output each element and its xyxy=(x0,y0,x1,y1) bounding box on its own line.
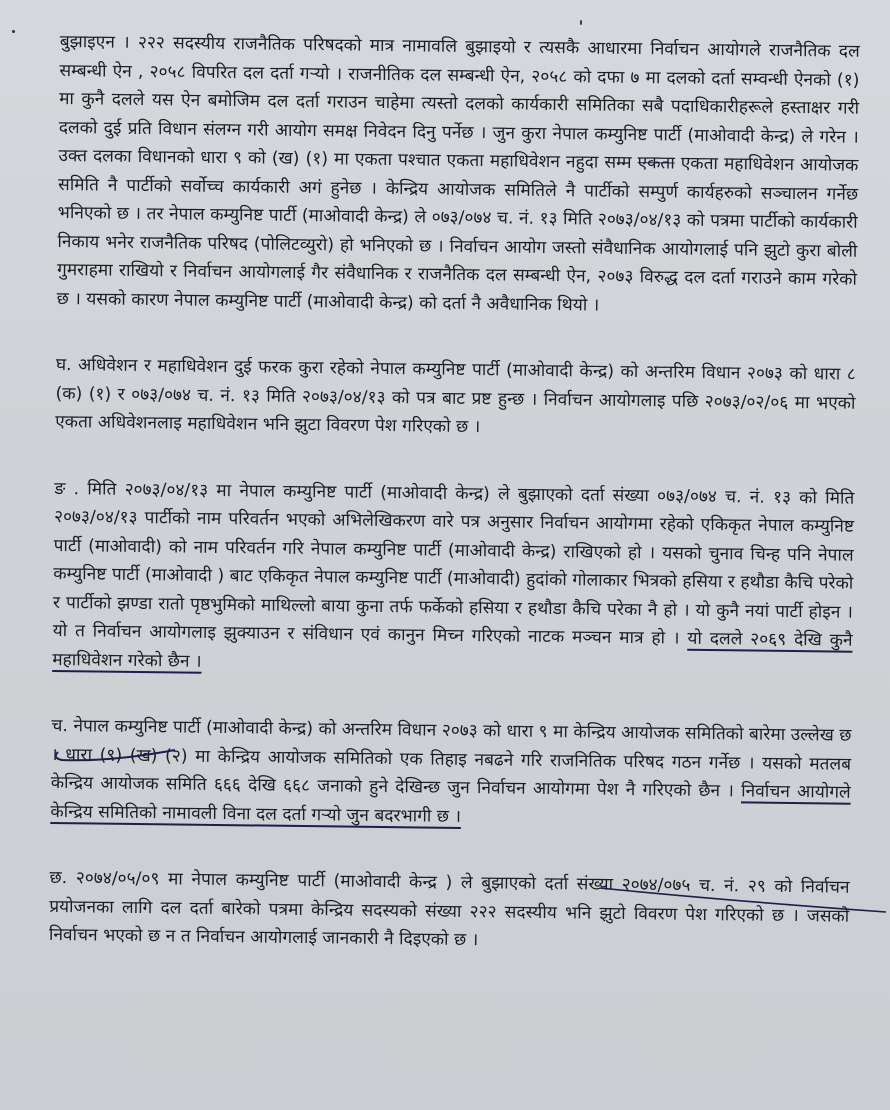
pen-hook-nga xyxy=(56,750,175,760)
cha-text: च. नेपाल कम्युनिष्ट पार्टी (माओवादी केन्द्र) को अन्तरिम विधान २०७३ को धारा ९ मा केन्द्रिय आयोजक समितिको बारेमा उल्लेख छ । धारा (९) (ख) (२) मा केन्द्रिय आयोजक समितिको एक तिहाइ नबढने गरि राजनितिक परिषद गठन गर्नेछ । यसको मतलब केन्द्रिय आयोजक समिति ६६६ देखि ६६८ जनाको हुने देखिन्छ जुन निर्वाचन आयोगमा पेश नै गरिएको छैन । xyxy=(50,715,852,802)
intro-text-2: एकता महाधिवेशन आयोजक समिति नै पार्टीको सर्वोच्च कार्यकारी अगं हुनेछ । केन्द्रिय आयोजक समितिले नै पार्टीको सम्पुर्ण कार्यहरुको सञ्चालन गर्नेछ भनिएको छ । तर नेपाल कम्युनिष्ट पार्टी (माओवादी केन्द्र) ले ०७३/०७४ च. नं. १३ मिति २०७३/०४/१३ को पत्रमा पार्टीको कार्यकारी निकाय भनेर राजनैतिक परिषद (पोलिटव्युरो) हो भनिएको छ । निर्वाचन आयोग जस्तो संवैधानिक आयोगलाई पनि झुटो कुरा बोली गुमराहमा राखियो र निर्वाचन आयोगलाई गैर संवैधानिक र राजनैतिक दल सम्बन्धी ऐन, २०७३ विरुद्ध दल दर्ता गराउने काम गरेको छ । यसको कारण नेपाल कम्युनिष्ट पार्टी (माओवादी केन्द्र) को दर्ता नै अवैधानिक थियो । xyxy=(56,153,859,316)
chha-text: छ. २०७४/०५/०९ मा नेपाल कम्युनिष्ट पार्टी (माओवादी केन्द्र ) ले बुझाएको दर्ता संख्या २०७४/०७५ च. नं. २९ को निर्वाचन प्रयोजनका लागि दल दर्ता बारेको पत्रमा केन्द्रिय सदस्यको संख्या २२२ सदस्यीय भनि झुटो विवरण पेश गरिएको छ । जसको निर्वाचन भएको छ न त निर्वाचन आयोगलाई जानकारी नै दिइएको छ । xyxy=(48,867,850,951)
underlined-statement-nga: यो दलले २०६९ देखि कुनै महाधिवेशन गरेको छैन । xyxy=(52,628,853,672)
gha-text: घ. अधिवेशन र महाधिवेशन दुई फरक कुरा रहेको नेपाल कम्युनिष्ट पार्टी (माओवादी केन्द्र) को अन्तरिम विधान २०७३ को धारा ८ (क) (१) र ०७३/०७४ च. नं. १३ मिति २०७३/०४/१३ को पत्र बाट प्रष्ट हुन्छ । निर्वाचन आयोगलाइ पछि २०७३/०२/०६ मा भएको एकता अधिवेशनलाइ महाधिवेशन भनि झुटा विवरण पेश गरिएको छ । xyxy=(55,354,856,438)
intro-text-1: बुझाइएन । २२२ सदस्यीय राजनैतिक परिषदको मात्र नामावलि बुझाइयो र त्यसकै आधारमा निर्वाचन आयोगले राजनैतिक दल सम्बन्धी ऐन , २०५८ विपरित दल दर्ता गर्‍यो । राजनीतिक दल सम्बन्धी ऐन, २०५८ को दफा ७ मा दलको दर्ता सम्वन्धी ऐनको (१) मा कुनै दलले यस ऐन बमोजिम दल दर्ता गराउन चाहेमा त्यस्तो दलको कार्यकारी समितिका सबै पदाधिकारीहरूले हस्ताक्षर गरी दलको दुई प्रति विधान संलग्न गरी आयोग समक्ष निवेदन दिनु पर्नेछ । जुन कुरा नेपाल कम्युनिष्ट पार्टी (माओवादी केन्द्र) ले गरेन । उक्त दलका विधानको धारा ९ को (ख) (१) मा एकता पश्चात एकता महाधिवेशन नहुदा सम्म xyxy=(58,31,860,174)
underlined-statement-cha: निर्वाचन आयोगले केन्द्रिय समितिको नामावली विना दल दर्ता गर्‍यो जुन बदरभागी छ । xyxy=(50,781,851,827)
struck-word: एकता xyxy=(637,153,675,174)
pen-stroke-cha xyxy=(600,888,886,912)
nga-text: ङ . मिति २०७३/०४/१३ मा नेपाल कम्युनिष्ट पार्टी (माओवादी केन्द्र) ले बुझाएको दर्ता संख्या ०७३/०७४ च. नं. १३ को मिति २०७३/०४/१३ पार्टीको नाम परिवर्तन भएको अभिलेखिकरण वारे पत्र अनुसार निर्वाचन आयोगमा रहेको एकिकृत नेपाल कम्युनिष्ट पार्टी (माओवादी) को नाम परिवर्तन गरि नेपाल कम्युनिष्ट पार्टी (माओवादी केन्द्र) राखिएको हो । यसको चुनाव चिन्ह पनि नेपाल कम्युनिष्ट पार्टी (माओवादी ) बाट एकिकृत नेपाल कम्युनिष्ट पार्टी (माओवादी) हुदांको गोलाकार भित्रको हसिया र हथौडा कैचि परेको र पार्टीको झण्डा रातो पृष्ठभुमिको माथिल्लो बाया कुना तर्फ फर्केको हसिया र हथौडा कैचि परेका नै हो । यो कुनै नयां पार्टी होइन । यो त निर्वाचन आयोगलाइ झुक्याउन र संविधान एवं कानुन मिच्न गरिएको नाटक मञ्चन मात्र हो । xyxy=(52,478,855,649)
